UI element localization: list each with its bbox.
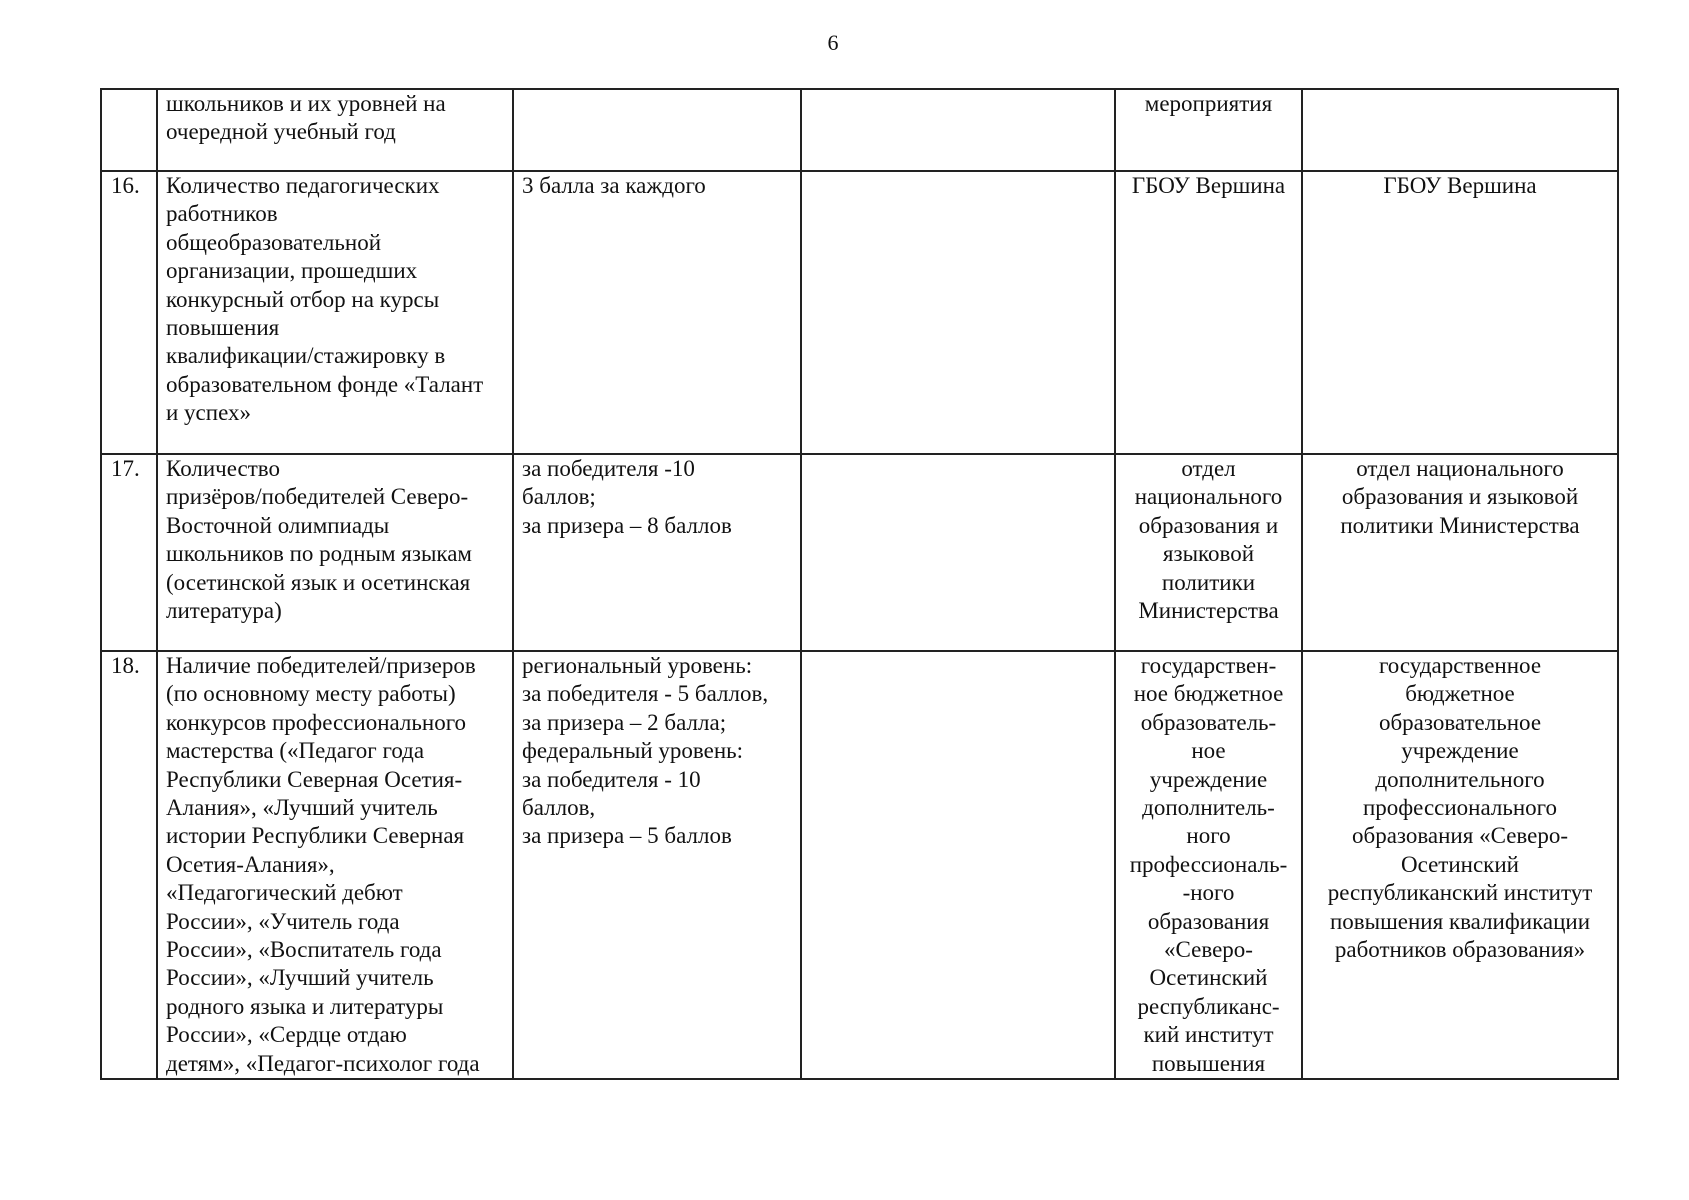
row-number: 18.	[101, 651, 157, 1079]
source-cell: отдел национального образования и языковой политики Министерства	[1115, 454, 1302, 651]
scoring-cell: за победителя -10 баллов; за призера – 8 баллов	[513, 454, 801, 651]
responsible-cell: ГБОУ Вершина	[1302, 171, 1618, 454]
row-number	[101, 89, 157, 171]
scoring-cell: региональный уровень: за победителя - 5 баллов, за призера – 2 балла; федеральный уровень: за победителя - 10 баллов, за призера – 5 баллов	[513, 651, 801, 1079]
criteria-table	[100, 88, 1619, 1080]
indicator-cell: Наличие победителей/призеров (по основному месту работы) конкурсов профессионального мастерства («Педагог года Республики Северная Осетия- Алания», «Лучший учитель истории Республики Северная Осетия-Алания», «Педагогический дебют России», «Учитель года России», «Воспитатель года России», «Лучший учитель родного языка и литературы России», «Сердце отдаю детям», «Педагог-психолог года	[157, 651, 513, 1079]
table-row	[101, 171, 1618, 454]
responsible-cell	[1302, 89, 1618, 171]
indicator-cell: Количество призёров/победителей Северо- Восточной олимпиады школьников по родным языкам (осетинской язык и осетинская литература)	[157, 454, 513, 651]
responsible-cell: государственное бюджетное образовательное учреждение дополнительного профессионального образования «Северо- Осетинский республиканский институт повышения квалификации работников образования»	[1302, 651, 1618, 1079]
table-row	[101, 89, 1618, 171]
indicator-cell: Количество педагогических работников общеобразовательной организации, прошедших конкурсный отбор на курсы повышения квалификации/стажировку в образовательном фонде «Талант и успех»	[157, 171, 513, 454]
table-row	[101, 651, 1618, 1079]
empty-cell	[801, 171, 1115, 454]
source-cell: государствен- ное бюджетное образователь- ное учреждение дополнитель- ного профессиональ- -ного образования «Северо- Осетинский республиканс- кий институт повышения	[1115, 651, 1302, 1079]
source-cell: мероприятия	[1115, 89, 1302, 171]
page-number: 6	[827, 30, 839, 55]
table-row	[101, 454, 1618, 651]
empty-cell	[801, 454, 1115, 651]
responsible-cell: отдел национального образования и языковой политики Министерства	[1302, 454, 1618, 651]
row-number: 17.	[101, 454, 157, 651]
indicator-cell: школьников и их уровней на очередной учебный год	[157, 89, 513, 171]
scoring-cell	[513, 89, 801, 171]
row-number: 16.	[101, 171, 157, 454]
scoring-cell: 3 балла за каждого	[513, 171, 801, 454]
empty-cell	[801, 89, 1115, 171]
empty-cell	[801, 651, 1115, 1079]
source-cell: ГБОУ Вершина	[1115, 171, 1302, 454]
